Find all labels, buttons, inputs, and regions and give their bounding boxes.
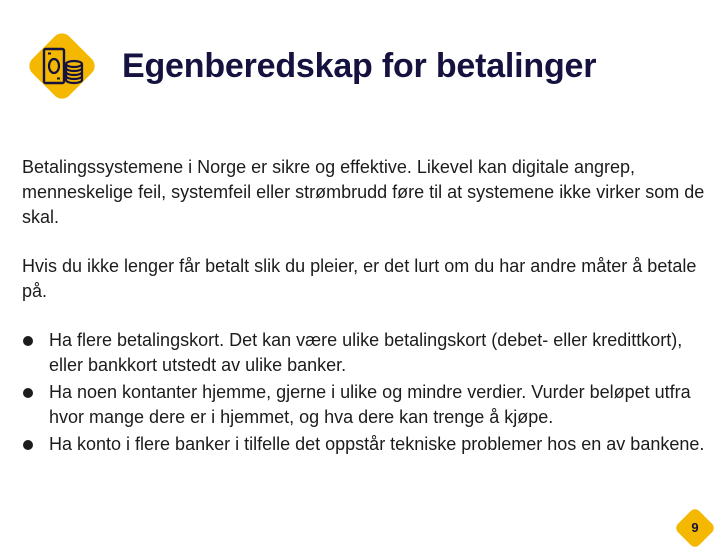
list-item bbox=[22, 432, 712, 457]
list-item bbox=[22, 380, 712, 430]
bullet-icon bbox=[23, 388, 33, 398]
list-item bbox=[22, 328, 712, 378]
list-item-text: Ha flere betalingskort. Det kan være ulike betalingskort (debet- eller kredittkort), eller bankkort utstedt av ulike banker. bbox=[49, 330, 683, 375]
list-item-text: Ha noen kontanter hjemme, gjerne i ulike og mindre verdier. Vurder beløpet utfra hvor mange dere er i hjemmet, og hva dere kan trenge å kjøpe. bbox=[49, 382, 691, 427]
bullet-icon bbox=[23, 336, 33, 346]
money-coins-icon bbox=[20, 24, 104, 108]
page-number: 9 bbox=[691, 520, 699, 535]
bullet-icon bbox=[23, 440, 33, 450]
list-item-text: Ha konto i flere banker i tilfelle det oppstår tekniske problemer hos en av bankene. bbox=[49, 434, 705, 454]
advice-paragraph: Hvis du ikke lenger får betalt slik du pleier, er det lurt om du har andre måter å betale på. bbox=[22, 256, 697, 301]
intro-paragraph: Betalingssystemene i Norge er sikre og effektive. Likevel kan digitale angrep, menneskelige feil, systemfeil eller strømbrudd føre til at systemene ikke virker som de skal. bbox=[22, 157, 705, 227]
bullet-list bbox=[22, 328, 712, 459]
page-title: Egenberedskap for betalinger bbox=[122, 47, 597, 85]
